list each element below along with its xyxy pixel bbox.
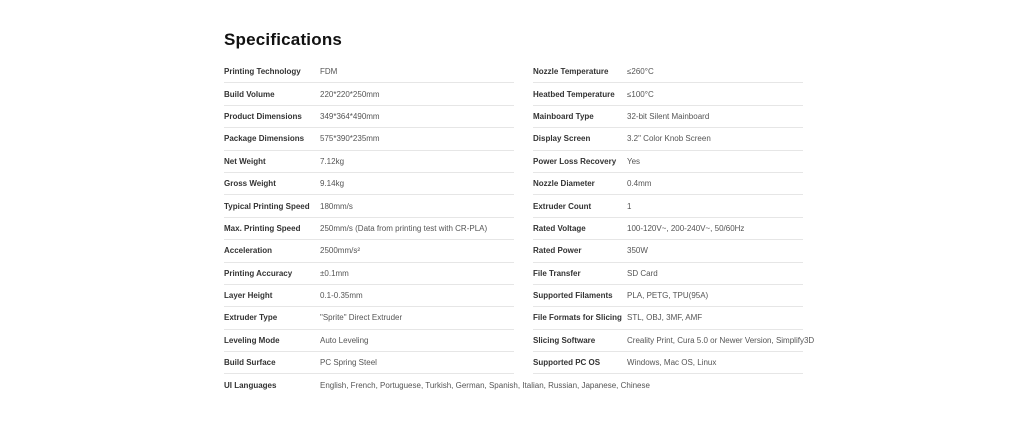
spec-label: File Formats for Slicing — [533, 313, 622, 323]
spec-value: ≤260°C — [627, 67, 654, 77]
spec-row — [224, 285, 514, 307]
spec-value: English, French, Portuguese, Turkish, German, Spanish, Italian, Russian, Japanese, Chinese — [320, 381, 650, 391]
spec-value: FDM — [320, 67, 338, 77]
specs-right-column — [533, 61, 815, 374]
spec-row — [533, 195, 803, 217]
spec-row — [533, 61, 803, 83]
spec-value: PC Spring Steel — [320, 358, 377, 368]
spec-value: 32-bit Silent Mainboard — [627, 111, 710, 121]
spec-value: Auto Leveling — [320, 335, 369, 345]
spec-label: Acceleration — [224, 246, 273, 256]
spec-label: Mainboard Type — [533, 111, 594, 121]
spec-label: Supported PC OS — [533, 358, 601, 368]
spec-label: Rated Power — [533, 246, 582, 256]
spec-row — [533, 307, 803, 329]
spec-label: Nozzle Temperature — [533, 67, 609, 77]
spec-row — [224, 195, 514, 217]
spec-label: Heatbed Temperature — [533, 89, 615, 99]
spec-label: Extruder Type — [224, 313, 278, 323]
spec-row — [533, 218, 803, 240]
spec-value: ±0.1mm — [320, 268, 349, 278]
spec-row — [224, 240, 514, 262]
spec-label: Max. Printing Speed — [224, 223, 301, 233]
spec-label: Nozzle Diameter — [533, 179, 595, 189]
spec-row — [533, 240, 803, 262]
spec-row — [533, 352, 803, 374]
spec-value: 9.14kg — [320, 179, 345, 189]
spec-value: 350W — [627, 246, 648, 256]
spec-label: Display Screen — [533, 134, 591, 144]
spec-value: 180mm/s — [320, 201, 353, 211]
spec-label: Gross Weight — [224, 179, 276, 189]
spec-value: ≤100°C — [627, 89, 654, 99]
spec-row — [224, 263, 514, 285]
spec-value: Windows, Mac OS, Linux — [627, 358, 717, 368]
spec-value: STL, OBJ, 3MF, AMF — [627, 313, 703, 323]
spec-value: 575*390*235mm — [320, 134, 380, 144]
spec-value: 100-120V~, 200-240V~, 50/60Hz — [627, 223, 745, 233]
spec-value: 7.12kg — [320, 156, 345, 166]
spec-label: Slicing Software — [533, 335, 596, 345]
spec-row — [224, 106, 514, 128]
spec-row — [224, 83, 514, 105]
spec-value: 3.2" Color Knob Screen — [627, 134, 711, 144]
spec-row — [533, 128, 803, 150]
spec-label: Product Dimensions — [224, 111, 302, 121]
spec-label: File Transfer — [533, 268, 581, 278]
spec-row — [224, 307, 514, 329]
spec-row — [533, 263, 803, 285]
spec-row — [224, 330, 514, 352]
spec-row — [533, 83, 803, 105]
spec-value: 220*220*250mm — [320, 89, 380, 99]
spec-value: 0.1-0.35mm — [320, 291, 363, 301]
page-title: Specifications — [224, 30, 343, 49]
spec-label: Extruder Count — [533, 201, 592, 211]
spec-value: "Sprite" Direct Extruder — [320, 313, 403, 323]
spec-row — [533, 330, 815, 352]
spec-value: 0.4mm — [627, 179, 652, 189]
spec-value: 349*364*490mm — [320, 111, 380, 121]
spec-label: Package Dimensions — [224, 134, 305, 144]
spec-row — [533, 285, 803, 307]
spec-row — [533, 106, 803, 128]
spec-row — [533, 151, 803, 173]
spec-value: 2500mm/s² — [320, 246, 361, 256]
spec-row — [224, 352, 514, 374]
spec-label: Supported Filaments — [533, 291, 613, 301]
spec-label: Leveling Mode — [224, 335, 280, 345]
spec-value: Yes — [627, 156, 641, 166]
spec-row — [224, 151, 514, 173]
spec-value: Creality Print, Cura 5.0 or Newer Version, Simplify3D — [627, 335, 815, 345]
spec-label: Rated Voltage — [533, 223, 586, 233]
spec-label: Build Surface — [224, 358, 276, 368]
spec-label: Power Loss Recovery — [533, 156, 617, 166]
spec-label: UI Languages — [224, 381, 277, 391]
spec-label: Layer Height — [224, 291, 273, 301]
spec-label: Net Weight — [224, 156, 266, 166]
spec-value: SD Card — [627, 268, 658, 278]
spec-label: Build Volume — [224, 89, 275, 99]
spec-row — [224, 218, 514, 240]
spec-value: 1 — [627, 201, 632, 211]
spec-row — [224, 61, 514, 83]
spec-row — [224, 128, 514, 150]
spec-row — [224, 374, 650, 396]
spec-row — [224, 173, 514, 195]
spec-label: Typical Printing Speed — [224, 201, 310, 211]
spec-row — [533, 173, 803, 195]
spec-label: Printing Technology — [224, 67, 301, 77]
spec-value: PLA, PETG, TPU(95A) — [627, 291, 709, 301]
spec-label: Printing Accuracy — [224, 268, 293, 278]
spec-value: 250mm/s (Data from printing test with CR-PLA) — [320, 223, 488, 233]
